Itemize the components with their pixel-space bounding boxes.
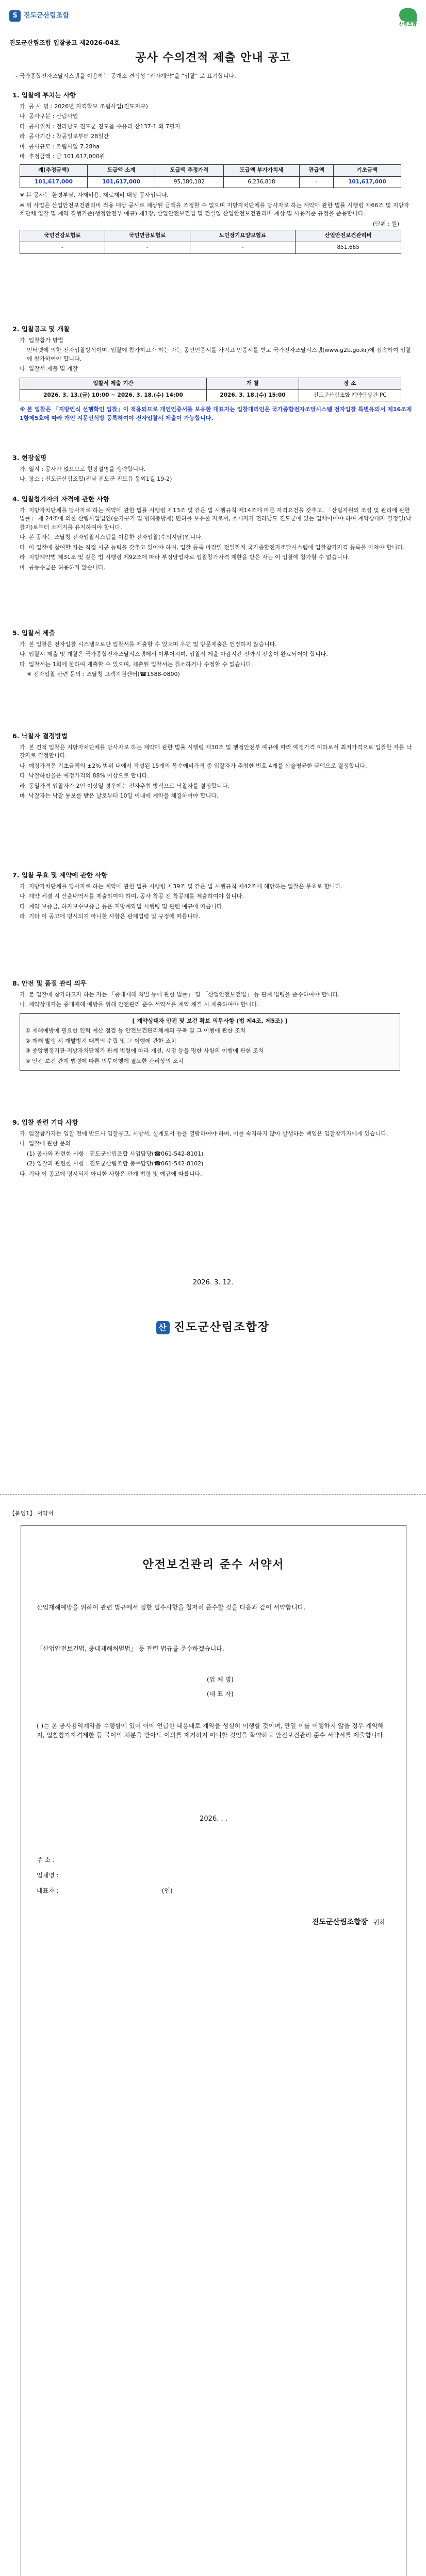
- org-logo-icon: S: [9, 10, 21, 22]
- table-cell: -: [190, 242, 296, 254]
- list-item: 가. 본 견적 입찰은 지방자치단체를 당사자로 하는 계약에 관한 법률 시행령 제30조 및 행정안전부 예규에 따라 예정가격 이하로서 최저가격으로 입찰한 자를 낙찰자로 결정합니다.: [20, 743, 412, 759]
- table-header: 개 찰: [207, 378, 299, 389]
- section-5: [12, 629, 415, 681]
- list-item: ③ 중앙행정기관·지방자치단체가 관계 법령에 따라 개선, 시정 등을 명한 사항의 이행에 관한 조치: [25, 1047, 264, 1055]
- section-4: [12, 495, 415, 573]
- page-divider: [0, 1494, 426, 1495]
- note: ※ 본 입찰은 「지방인식 선행확인 입찰」이 적용되므로 개인인증서를 보유한 대표자는 입찰대리인은 국가종합전자조달시스템 전자입찰 특별유의서 제16조제1항제5호에 따라 개인 지문인식방 등록하여야 전자입찰서 제출이 가능합니다.: [20, 406, 412, 421]
- representative-field[interactable]: [37, 1886, 243, 1895]
- pledge-fields: [37, 1855, 243, 1895]
- issuer-logo-icon: 산: [156, 1321, 170, 1334]
- table-cell: 101,617,000: [333, 176, 401, 188]
- table-header: 도급액 소계: [88, 164, 155, 176]
- list-item: 나. 장소 : 진도군산림조합(전남 진도군 진도읍 동외1길 19-2): [20, 476, 172, 483]
- pledge-title: 안전보건관리 준수 서약서: [142, 1558, 285, 1571]
- list-item: 가. 입찰참가 방법: [20, 336, 63, 344]
- list-item: 마. 낙찰자는 낙찰 통보를 받은 날로부터 10일 이내에 계약을 체결하여야 합니다.: [20, 792, 219, 800]
- list-item: 다. 입찰서는 1회에 한하여 제출할 수 있으며, 제출된 입찰서는 취소하거나 수정할 수 없습니다.: [20, 660, 253, 668]
- list-item: ④ 안전·보건 관계 법령에 따른 의무이행에 필요한 관리상의 조치: [25, 1057, 184, 1064]
- note: ※ 전자입찰 관련 문의 : 조달청 고객지원센터(☎1588-0800): [27, 671, 180, 678]
- list-item: 가. 공 사 명 : 2026년 자격확보 조림사업(진도지구): [20, 103, 148, 110]
- list-item: 다. 이 입찰에 참여할 자는 직접 시공 능력을 갖추고 있어야 하며, 입찰 등록 마감일 전일까지 국가종합전자조달시스템에 입찰참가자격 등록을 마쳐야 합니다.: [20, 544, 405, 551]
- table-header: 노인장기요양보험료: [190, 230, 296, 242]
- section-2: [12, 325, 415, 424]
- section-7: [12, 871, 415, 923]
- issuer-name: 진도군산림조합장: [173, 1321, 270, 1334]
- list-item: 바. 추정금액 : 금 101,617,000원: [20, 153, 105, 160]
- list-item: 마. 공사규모 : 조림사업 7.28ha: [20, 143, 100, 150]
- table-header: 도급액 추정가격: [155, 164, 223, 176]
- list-item: 나. 계약 체결 시 산출내역서를 제출하여야 하며, 공사 착공 전 착공계를 제출하여야 합니다.: [20, 893, 244, 900]
- section-heading: 7. 입찰 무효 및 계약에 관한 사항: [12, 871, 108, 879]
- intro-text: - 국가종합전자조달시스템을 이용하는 공개소 견적성 "전자계약"을 "입찰" 로 표기합니다.: [15, 73, 236, 79]
- section-8: [12, 979, 415, 1071]
- list-item: (2) 입찰과 관련한 사항 : 진도군산림조합 총무담당(☎061-542-8102): [27, 1160, 204, 1167]
- notice-date: 2026. 3. 12.: [192, 1279, 234, 1286]
- table-header: 기초금액: [333, 164, 401, 176]
- list-item: ② 재해 발생 시 재발방지 대책의 수립 및 그 이행에 관한 조치: [25, 1037, 176, 1044]
- list-item: 나. 공사구분 : 산림사업: [20, 113, 78, 120]
- list-item: 마. 공동수급은 허용하지 않습니다.: [20, 564, 106, 571]
- list-item: 나. 예정가격은 기초금액의 ±2% 범위 내에서 작성된 15개의 복수예비가격 중 입찰자가 추첨한 번호 4개를 산술평균한 금액으로 결정합니다.: [20, 762, 367, 769]
- partner-logo: [399, 8, 417, 29]
- table-header: 국민연금보험료: [105, 230, 190, 242]
- table-cell: 2026. 3. 18.(수) 15:00: [207, 389, 299, 401]
- table-cell: 6,236,818: [223, 176, 300, 188]
- pledge-para1: 산업재해예방을 위하여 관련 법규에서 정한 필수사항을 철저히 준수할 것을 다음과 같이 서약합니다.: [37, 1604, 306, 1611]
- list-item: 가. 지방자치단체를 당사자로 하는 계약에 관한 법률 시행령 제39조 및 같은 법 시행규칙 제42조에 해당하는 입찰은 무효로 합니다.: [20, 883, 342, 890]
- section-9: [12, 1118, 415, 1180]
- table-header: 관급액: [300, 164, 334, 176]
- table-cell: 101,617,000: [88, 176, 155, 188]
- unit-label: (단위 : 원): [372, 220, 399, 227]
- pledge-date: 2026. . .: [200, 1815, 227, 1823]
- table-header: 입찰서 제출 기간: [20, 378, 207, 389]
- table-header: 산업안전보건관리비: [296, 230, 401, 242]
- list-item: 인터넷에 의한 전자입찰방식이며, 입찰에 참가하고자 하는 자는 공인인증서를 가지고 인증서를 받고 국가전자조달시스템(www.g2b.go.kr)에 접속하여 입찰에 참가하여야 합니다.: [27, 347, 412, 362]
- list-item: 라. 공사기간 : 착공일로부터 28일간: [20, 133, 109, 140]
- list-item: ① 재해예방에 필요한 인력 예산 점검 등 안전보건관리체계의 구축 및 그 이행에 관한 조치: [25, 1027, 246, 1035]
- section-6: [12, 732, 415, 802]
- section-heading: 4. 입찰참가자의 자격에 관한 사항: [12, 495, 109, 503]
- recipient-suffix: 귀하: [373, 1919, 385, 1926]
- pledge-para2: ( )는 본 공사용역계약을 수행함에 있어 이에 언급한 내용대로 계약을 성실히 이행할 것이며, 만일 이를 이행하지 않을 경우 계약해지, 입찰참가자격제한 등 불이익 처분을 받아도 이의를 제기하지 아니할 것임을 확약하고 안전보건관리 준수 서약서를 제출합니다.: [37, 1722, 385, 1739]
- org-logo-text: 진도군산림조합: [24, 12, 69, 20]
- table-cell: 2026. 3. 13.(금) 10:00 ~ 2026. 3. 18.(수) 14:00: [20, 389, 207, 401]
- pledge-form: [21, 1525, 406, 2576]
- section-heading: 5. 입찰서 제출: [12, 629, 55, 637]
- section-heading: 6. 낙찰자 결정방법: [12, 732, 68, 740]
- list-item: 나. 입찰서 제출 및 개찰은 국가종합전자조달시스템에서 이루어지며, 입찰서 제출 마감시간 전까지 전송이 완료되어야 합니다.: [20, 651, 328, 658]
- list-item: 라. 동일가격 입찰자가 2인 이상일 경우에는 전자추첨 방식으로 낙찰자를 결정합니다.: [20, 782, 230, 789]
- list-item: 다. 기타 이 공고에 명시되지 아니한 사항은 관계 법령 및 예규에 따릅니다.: [20, 1170, 202, 1177]
- pledge-signature-block: [207, 1675, 382, 1699]
- box-title: [ 계약상대자 안전 및 보건 확보 의무사항 (법 제4조, 제5조) ]: [132, 1017, 288, 1024]
- list-item: 가. 본 입찰은 전자입찰 시스템으로만 입찰서를 제출할 수 있으며 우편 및 방문제출은 인정하지 않습니다.: [20, 640, 277, 648]
- duty-box: [20, 1013, 400, 1071]
- representative-label: 대표자 :: [37, 1887, 59, 1894]
- section-1: [12, 91, 415, 254]
- section-heading: 9. 입찰 관련 기타 사항: [12, 1118, 78, 1126]
- list-item: 가. 지방자치단체를 당사자로 하는 계약에 관한 법률 시행령 제13조 및 같은 법 시행규칙 제14조에 따른 자격요건을 갖추고, 「산림자원의 조성 및 관리에 관한 법률」 제 24조에 의한 산림사업법인(숲가꾸기 및 병해충방제) 면허를 보유한 자로서, 소재지가 전라남도 진도군에 있는 업체이어야 하며 계약상대자 결정일(낙찰자)로부터 소재지를 유지하여야 합니다.: [20, 506, 412, 531]
- page-title: 공사 수의견적 제출 안내 공고: [135, 52, 291, 64]
- list-item: 가. 본 입찰에 참가하고자 하는 자는 「중대재해 처벌 등에 관한 법률」 및 「산업안전보건법」 등 관계 법령을 준수하여야 합니다.: [20, 991, 340, 998]
- list-item: 다. 낙찰하한율은 예정가격의 88% 이상으로 합니다.: [20, 772, 149, 779]
- section-heading: 8. 안전 및 품질 관리 의무: [12, 979, 87, 987]
- table-cell: 진도군산림조합 계약담당관 PC: [299, 389, 401, 401]
- attachment-label: 【붙임1】 서약서: [9, 1510, 54, 1517]
- table-cell: 101,617,000: [20, 176, 88, 188]
- list-item: 라. 기타 이 공고에 명시되지 아니한 사항은 관계법령 및 규정에 따릅니다.: [20, 913, 201, 920]
- doc-number: 진도군산림조합 입찰공고 제2026-04호: [9, 39, 120, 46]
- pledge-recipient: [312, 1917, 385, 1928]
- table-header: 도급액 부가가치세: [223, 164, 300, 176]
- schedule-table: [20, 378, 401, 402]
- table-header: 계(추정금액): [20, 164, 88, 176]
- recipient-name: 진도군산림조합장: [312, 1918, 368, 1926]
- section-heading: 3. 현장설명: [12, 454, 47, 462]
- sig-label: (대 표 자): [207, 1690, 234, 1698]
- org-logo: [9, 10, 69, 22]
- table-cell: 851,665: [296, 242, 401, 254]
- table-cell: 95,380,182: [155, 176, 223, 188]
- header: [9, 8, 417, 39]
- budget-table: [20, 164, 401, 189]
- table-header: 장 소: [299, 378, 401, 389]
- list-item: 나. 계약상대자는 중대재해 예방을 위해 안전관리 준수 서약서를 계약 체결 시 제출하여야 합니다.: [20, 1001, 259, 1008]
- leaf-logo-icon: [399, 8, 417, 22]
- table-cell: -: [20, 242, 105, 254]
- pledge-clause: 「산업안전보건법, 중대재해처벌법」 등 관련 법규를 준수하겠습니다.: [37, 1645, 224, 1652]
- note: ※ 본 공사는 환경부담, 자재비용, 재료재비 대상 공사입니다.: [20, 192, 169, 199]
- list-item: 가. 입찰참가자는 입찰 전에 반드시 입찰공고, 시방서, 설계도서 등을 열람하여야 하며, 이를 숙지하지 않아 발생하는 책임은 입찰참가자에게 있습니다.: [20, 1130, 388, 1137]
- table-cell: -: [300, 176, 334, 188]
- company-field[interactable]: 업체명 :: [37, 1872, 59, 1879]
- list-item: 라. 지방계약법 제31조 및 같은 법 시행령 제92조에 따라 부정당업자로 입찰참가자격 제한을 받은 자는 이 입찰에 참가할 수 없습니다.: [20, 554, 350, 561]
- note: ※ 위 사업은 산업안전보건관리비 적용 대상 공사로 계상된 금액을 조정할 수 없으며 지방자치단체를 당사자로 하는 계약에 관한 법률 시행령 제66조 및 지방자치단체 입찰 및 계약 집행기준(행정안전부 예규) 제1장, 산업안전보건법 및 건설업 산업안전보건관리비 계상 및 사용기준 규정을 준용합니다.: [20, 201, 409, 217]
- list-item: 다. 계약 보증금, 하자보수보증금 등은 지방계약법 시행령 및 관련 예규에 따릅니다.: [20, 903, 224, 910]
- list-item: (1) 공사와 관련한 사항 : 진도군산림조합 사업담당(☎061-542-8101): [27, 1150, 204, 1157]
- address-field[interactable]: 주 소 :: [37, 1856, 55, 1863]
- table-cell: -: [105, 242, 190, 254]
- list-item: 다. 공사위치 : 전라남도 진도군 진도읍 수유리 산137-1 외 7필지: [20, 123, 181, 130]
- list-item: 가. 일시 : 공사가 없으므로 현장설명을 생략합니다.: [20, 465, 146, 472]
- section-3: [12, 453, 415, 485]
- insurance-table: [20, 230, 401, 254]
- sig-label: (업 체 명): [207, 1676, 234, 1683]
- issuer: [0, 1319, 426, 1336]
- list-item: 나. 입찰에 관한 문의: [20, 1140, 71, 1147]
- list-item: 나. 본 공사는 조달청 전자입찰시스템을 이용한 전자입찰(수의시담)입니다.: [20, 534, 203, 541]
- list-item: 나. 입찰서 제출 및 개찰: [20, 365, 78, 372]
- section-heading: 2. 입찰공고 및 개찰: [12, 325, 70, 333]
- table-header: 국민건강보험료: [20, 230, 105, 242]
- partner-logo-text: 산림조합: [399, 22, 417, 27]
- seal-mark: (인): [161, 1887, 173, 1894]
- section-heading: 1. 입찰에 부치는 사항: [12, 91, 76, 99]
